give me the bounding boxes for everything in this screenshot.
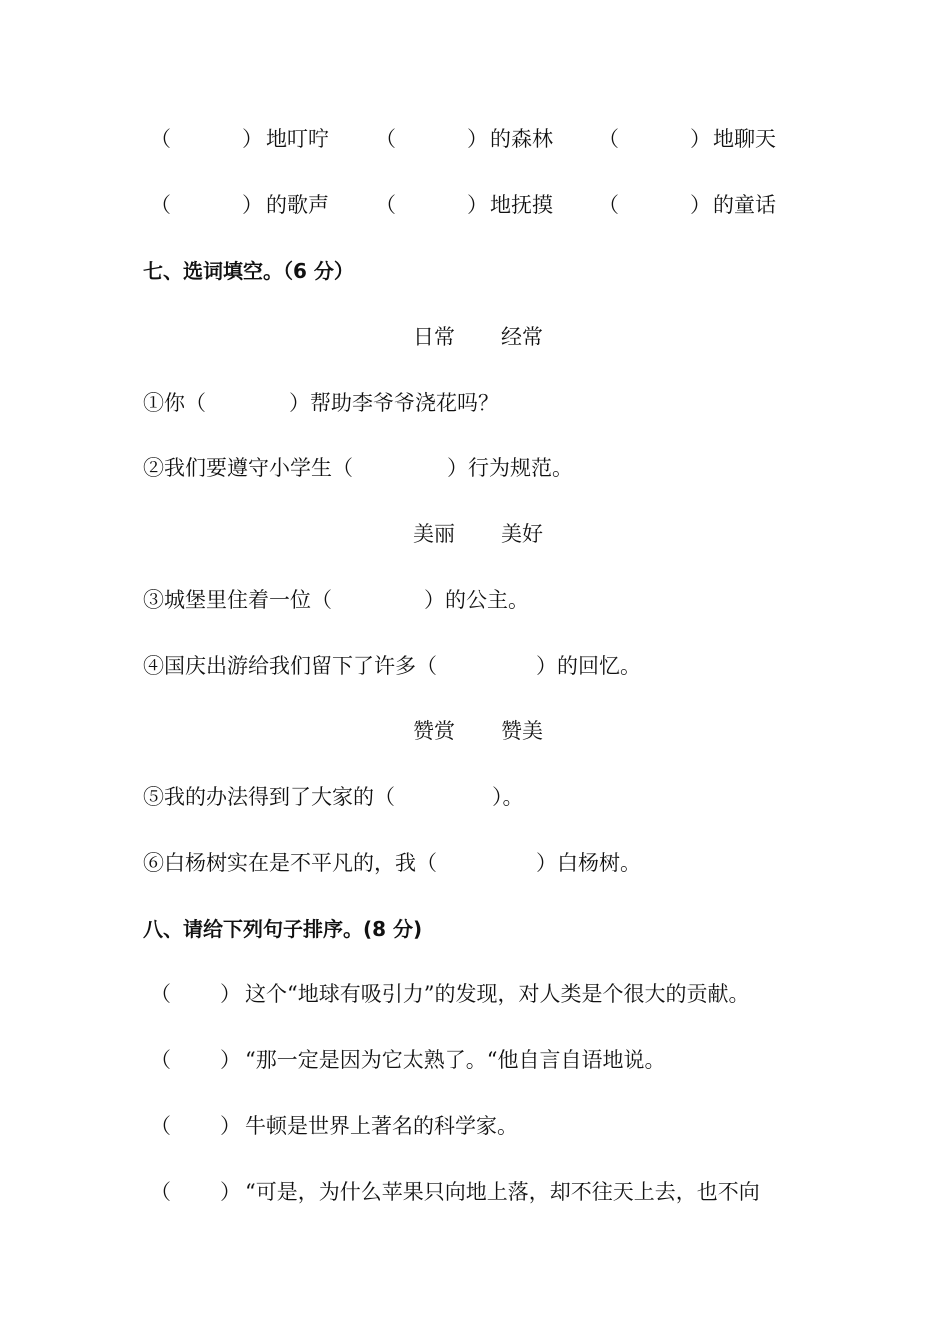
question-text-after: ）白杨树。: [536, 851, 641, 875]
section-heading-7: 七、选词填空。（6 分）: [143, 259, 354, 283]
blank-open-paren: （: [150, 1048, 171, 1072]
sentence-text: 这个“地球有吸引力”的发现，对人类是个很大的贡献。: [245, 982, 750, 1006]
blank-open-paren: （: [375, 127, 396, 151]
blank-open-paren: （: [150, 1180, 171, 1204]
question-text-before: ⑤我的办法得到了大家的（: [143, 785, 395, 809]
blank-open-paren: （: [150, 1114, 171, 1138]
blank-close-paren: ）: [242, 193, 263, 217]
question-text-before: ⑥白杨树实在是不平凡的，我（: [143, 851, 437, 875]
phrase-word: 的歌声: [266, 193, 329, 217]
question-text-before: ②我们要遵守小学生（: [143, 456, 353, 480]
question-text-before: ③城堡里住着一位（: [143, 588, 332, 612]
blank-open-paren: （: [598, 193, 619, 217]
blank-close-paren: ）: [467, 193, 488, 217]
blank-open-paren: （: [150, 127, 171, 151]
phrase-word: 地叮咛: [266, 127, 329, 151]
question-text-before: ④国庆出游给我们留下了许多（: [143, 654, 437, 678]
word-option: 美好: [501, 522, 543, 546]
question-text-after: ）的回忆。: [536, 654, 641, 678]
blank-open-paren: （: [150, 982, 171, 1006]
question-text-after: ）的公主。: [424, 588, 529, 612]
question-text-after: ）行为规范。: [447, 456, 573, 480]
sentence-text: 牛顿是世界上著名的科学家。: [245, 1114, 518, 1138]
word-option: 赞美: [501, 719, 543, 743]
blank-close-paren: ）: [220, 982, 241, 1006]
section-heading-8: 八、请给下列句子排序。(8 分): [143, 917, 423, 941]
blank-open-paren: （: [150, 193, 171, 217]
blank-close-paren: ）: [690, 127, 711, 151]
phrase-word: 地抚摸: [490, 193, 553, 217]
blank-close-paren: ）: [220, 1114, 241, 1138]
blank-close-paren: ）: [690, 193, 711, 217]
question-text-after: ）帮助李爷爷浇花吗？: [289, 391, 499, 415]
question-text-after: ）。: [492, 785, 524, 809]
word-option: 赞赏: [413, 719, 455, 743]
blank-open-paren: （: [598, 127, 619, 151]
word-option: 美丽: [413, 522, 455, 546]
question-text-before: ①你（: [143, 391, 206, 415]
word-option: 日常: [413, 325, 455, 349]
sentence-text: “可是，为什么苹果只向地上落，却不往天上去，也不向: [245, 1180, 760, 1204]
blank-close-paren: ）: [220, 1180, 241, 1204]
blank-close-paren: ）: [220, 1048, 241, 1072]
blank-close-paren: ）: [242, 127, 263, 151]
phrase-word: 的森林: [490, 127, 553, 151]
phrase-word: 地聊天: [713, 127, 776, 151]
phrase-word: 的童话: [713, 193, 776, 217]
word-option: 经常: [501, 325, 543, 349]
blank-close-paren: ）: [467, 127, 488, 151]
sentence-text: “那一定是因为它太熟了。“他自言自语地说。: [245, 1048, 666, 1072]
blank-open-paren: （: [375, 193, 396, 217]
